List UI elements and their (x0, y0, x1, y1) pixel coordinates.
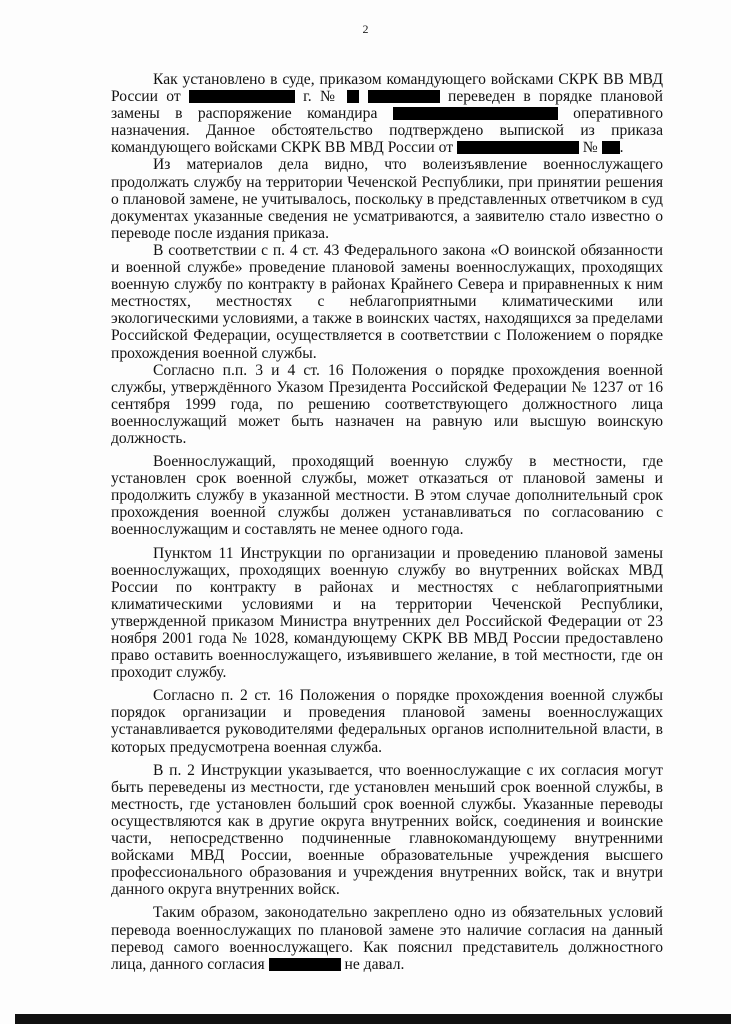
page-number: 2 (362, 22, 369, 36)
paragraph-regulation-article-16: Согласно п.п. 3 и 4 ст. 16 Положения о порядке прохождения военной службы, утверждённого Указом Президента Российской Федерации № 1237 от 16 сентября 1999 года, по решению соответствующего должностного лица военнослужащий может быть назначен на равную или высшую воинскую должность. (111, 361, 663, 447)
p1-text-5: № (578, 139, 602, 157)
paragraph-refusal-of-replacement: Военнослужащий, проходящий военную службу в местности, где установлен срок военной службы, может отказаться от плановой замены и продолжить службу в указанной местности. В этом случае дополнительный срок прохождения военной службы должен устанавливаться по согласованию с военнослужащим и составлять не менее одного года. (111, 453, 663, 539)
redaction-order-date (189, 90, 295, 103)
paragraph-will-not-considered: Из материалов дела видно, что волеизъявление военнослужащего продолжать службу на территории Чеченской Республики, при принятии решения о плановой замене, не учитывалось, поскольку в представленных ответчиком в суд документах указанные сведения не усматриваются, а заявителю стало известно о переводе после издания приказа. (111, 156, 663, 242)
p9-text-1: Таким образом, законодательно закреплено одно из обязательных условий перевода военнослужащих по плановой замене это наличие согласия на данный перевод самого военнослужащего. Как пояснил представитель должностного лица, данного согласия (111, 904, 663, 973)
redaction-extract-number (602, 141, 620, 154)
p9-text-2: не давал. (340, 955, 405, 973)
redaction-order-number (347, 90, 359, 103)
p1-text-2: г. № (294, 88, 348, 106)
p1-text-6: . (619, 139, 624, 157)
paragraph-instruction-item-2: В п. 2 Инструкции указывается, что военнослужащие с их согласия могут быть переведены из местности, где установлен меньший срок военной службы, в местность, где установлен больший срок военной службы. Указанные переводы осуществляются как в другие округа внутренних войск, соединения и воинские части, непосредственно подчиненные главнокомандующему внутренними войсками МВД России, военные образовательные учреждения высшего профессионального образования и учреждения внутренних войск, так и внутри данного округа внутренних войск. (111, 761, 663, 899)
p1-text-4: оперативного назначения. Данное обстоятельство подтверждено выпиской из приказа командующего войсками СКРК ВВ МВД России от (111, 105, 663, 157)
redaction-person-name (368, 90, 440, 103)
redaction-extract-date (457, 141, 579, 154)
paragraph-instruction-item-11: Пунктом 11 Инструкции по организации и проведению плановой замены военнослужащих, проходящих военную службу во внутренних войсках МВД России по контракту в районах и местностях с неблагоприятными климатическими условиями и на территории Чеченской Республики, утвержденной приказом Министра внутренних дел Российской Федерации от 23 ноября 2001 года № 1028, командующему СКРК ВВ МВД России предоставлено право оставить военнослужащего, изъявившего желание, в той местности, где он проходит службу. (111, 544, 663, 682)
p1-text-1: Как установлено в суде, приказом командующего войсками СКРК ВВ МВД России от (111, 71, 663, 106)
redaction-unit-name (393, 107, 558, 120)
paragraph-conclusion (111, 904, 663, 972)
p1-text-3: переведен в порядке плановой замены в распоряжение командира (111, 88, 664, 123)
redaction-claimant-name (269, 958, 341, 971)
paragraph-transfer-order (111, 71, 663, 156)
scan-bottom-edge (15, 1014, 731, 1024)
document-body (111, 71, 663, 973)
paragraph-replacement-procedure: Согласно п. 2 ст. 16 Положения о порядке прохождения военной службы порядок организации и проведения плановой замены военнослужащих устанавливается руководителями федеральных органов исполнительной власти, в которых предусмотрена военная служба. (111, 687, 663, 756)
paragraph-law-article-43: В соответствии с п. 4 ст. 43 Федерального закона «О воинской обязанности и военной службе» проведение плановой замены военнослужащих, проходящих военную службу по контракту в районах Крайнего Севера и приравненных к ним местностях, местностях с неблагоприятными климатическими или экологическими условиями, а также в воинских частях, находящихся за пределами Российской Федерации, осуществляется в соответствии с Положением о порядке прохождения военной службы. (111, 241, 663, 362)
